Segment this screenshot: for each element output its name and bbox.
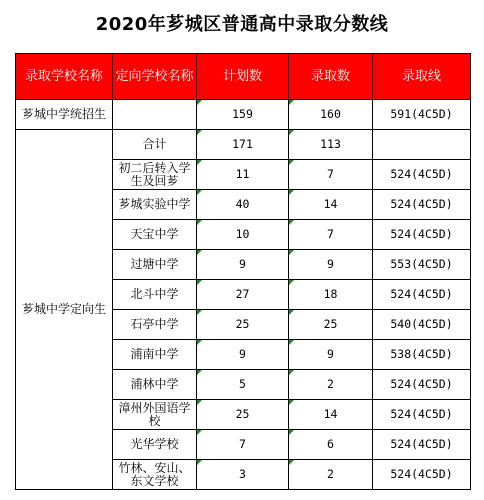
header-target-school: 定向学校名称 [113,54,197,100]
page-title: 2020年芗城区普通高中录取分数线 [95,14,389,35]
school-name: 芗城中学统招生 [16,100,113,130]
cutoff-score: 524(4C5D) [373,460,471,490]
plan-count: 5 [197,370,289,400]
cutoff-score: 524(4C5D) [373,220,471,250]
cutoff-score: 524(4C5D) [373,280,471,310]
admission-table [15,53,471,490]
target-school: 北斗中学 [113,280,197,310]
plan-count: 159 [197,100,289,130]
header-school: 录取学校名称 [16,54,113,100]
target-school: 石亭中学 [113,310,197,340]
target-school: 过塘中学 [113,250,197,280]
admitted-count: 25 [289,310,373,340]
school-name: 芗城中学定向生 [16,130,113,490]
target-school: 天宝中学 [113,220,197,250]
admitted-count: 160 [289,100,373,130]
table-row [16,130,471,160]
admitted-count: 18 [289,280,373,310]
header-admitted: 录取数 [289,54,373,100]
cutoff-score: 538(4C5D) [373,340,471,370]
cutoff-score: 524(4C5D) [373,430,471,460]
target-school: 合计 [113,130,197,160]
plan-count: 9 [197,340,289,370]
cutoff-score: 553(4C5D) [373,250,471,280]
admitted-count: 6 [289,430,373,460]
header-plan: 计划数 [197,54,289,100]
admitted-count: 14 [289,190,373,220]
admitted-count: 113 [289,130,373,160]
cutoff-score [373,130,471,160]
target-school: 浦林中学 [113,370,197,400]
plan-count: 3 [197,460,289,490]
plan-count: 40 [197,190,289,220]
plan-count: 10 [197,220,289,250]
cutoff-score: 524(4C5D) [373,160,471,190]
plan-count: 171 [197,130,289,160]
admitted-count: 7 [289,160,373,190]
target-school [113,100,197,130]
plan-count: 25 [197,310,289,340]
plan-count: 27 [197,280,289,310]
admitted-count: 9 [289,340,373,370]
target-school: 初二后转入学生及回芗 [113,160,197,190]
directed-group [16,130,471,490]
admitted-count: 2 [289,370,373,400]
admitted-count: 14 [289,400,373,430]
target-school: 竹林、安山、东文学校 [113,460,197,490]
target-school: 芗城实验中学 [113,190,197,220]
target-school: 光华学校 [113,430,197,460]
plan-count: 25 [197,400,289,430]
plan-count: 11 [197,160,289,190]
admitted-count: 2 [289,460,373,490]
cutoff-score: 524(4C5D) [373,190,471,220]
cutoff-score: 540(4C5D) [373,310,471,340]
plan-count: 9 [197,250,289,280]
cutoff-score: 591(4C5D) [373,100,471,130]
admitted-count: 9 [289,250,373,280]
admitted-count: 7 [289,220,373,250]
plan-count: 7 [197,430,289,460]
target-school: 浦南中学 [113,340,197,370]
cutoff-score: 524(4C5D) [373,400,471,430]
target-school: 漳州外国语学校 [113,400,197,430]
header-cutoff: 录取线 [373,54,471,100]
cutoff-score: 524(4C5D) [373,370,471,400]
table-row [16,100,471,130]
header-row [16,54,471,100]
